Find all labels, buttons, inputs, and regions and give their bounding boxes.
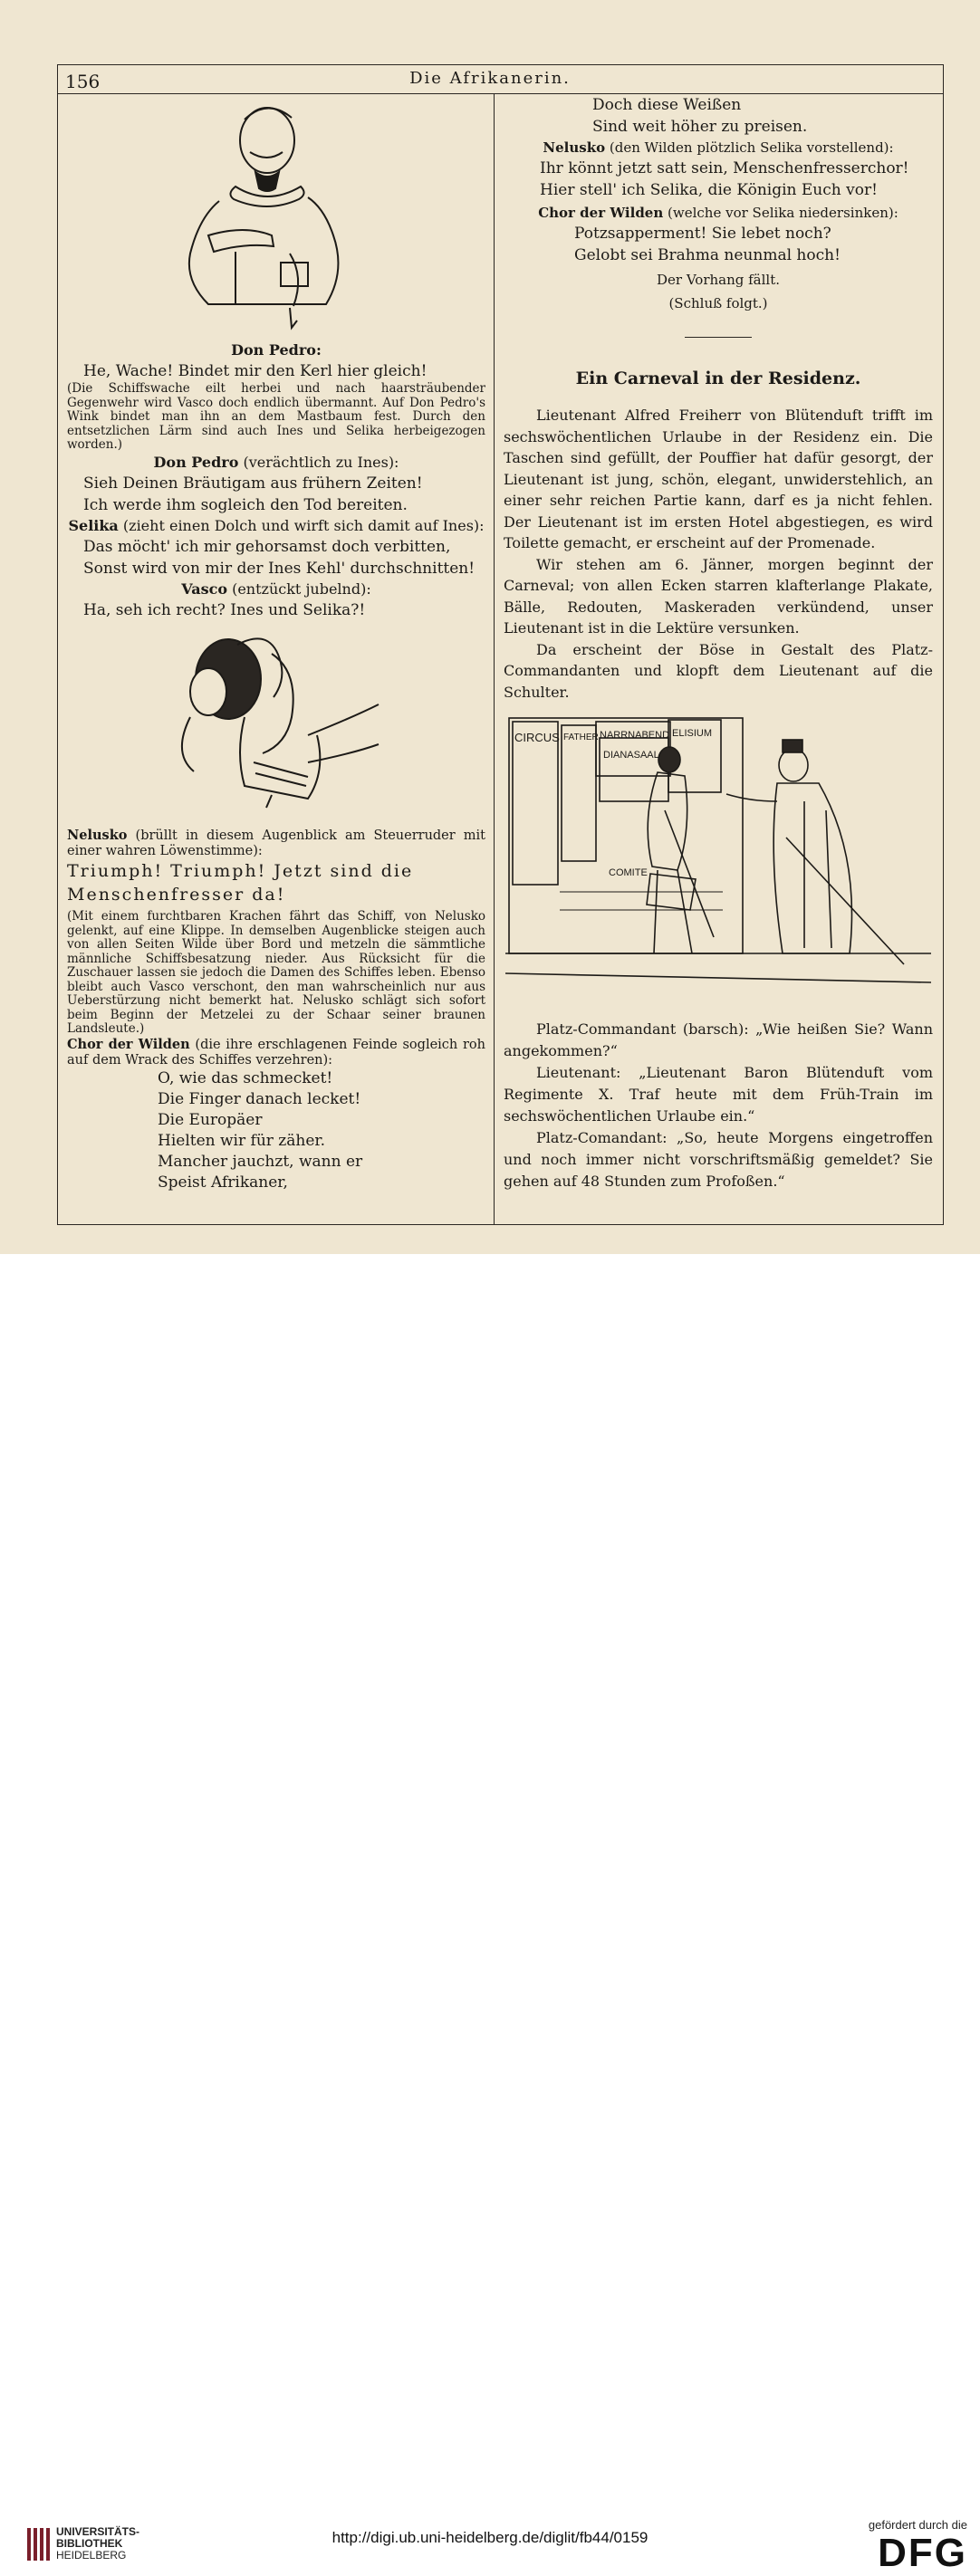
stage-direction-1: (Die Schiffswache eilt herbei und nach haarsträubender Gegenwehr wird Vasco doch endlich übermannt. Auf Don Pedro's Wink bindet man ihn an dem Mastbaum fest. Durch den entsetzlichen Lärm sind auch Ines und Selika herbeigezogen worden.) <box>67 381 485 452</box>
selika-speaker: Selika <box>68 516 119 534</box>
r-nelusko-cue <box>504 138 933 158</box>
chor-verse: Speist Afrikaner, <box>158 1173 288 1192</box>
poster-comite: COMITE <box>609 867 648 878</box>
selika-direction: (zieht einen Dolch und wirft sich damit auf Ines): <box>122 516 485 534</box>
poster-father: FATHER <box>563 733 599 742</box>
pedro2-verse-2: Ich werde ihm sogleich den Tod bereiten. <box>83 495 408 514</box>
pedro-speaker: Don Pedro: <box>231 341 322 359</box>
stage-direction-2: (Mit einem furchtbaren Krachen fährt das Schiff, von Nelusko gelenkt, auf eine Klippe. In demselben Augenblicke steigen auch von allen Seiten Wilde über Bord und metzeln die sämmtliche männliche Schiffsbesatzung nieder. Aus Rücksicht für die Zuschauer lassen sie jedoch die Damen des Schiffes leben. Ebenso bleibt auch Vasco verschont, den man wahrscheinlich nur aus Ueberstürzung nicht bemerkt hat. Nelusko schlägt sich sofort beim Beginn der Metzelei zu der Schaar seiner braunen Landsleute.) <box>67 909 485 1036</box>
chor-cue <box>67 1037 485 1068</box>
r-chor-verse-1: Potzsapperment! Sie lebet noch? <box>574 225 831 243</box>
chor-speaker: Chor der Wilden <box>67 1036 190 1052</box>
scanned-page <box>0 0 980 1254</box>
r-nelusko-verse-1: Ihr könnt jetzt satt sein, Menschenfresserchor! <box>540 159 909 177</box>
column-rule <box>494 94 495 1224</box>
to-be-continued: (Schluß folgt.) <box>668 295 768 311</box>
carnival-poster-illustration <box>505 711 931 991</box>
selika-verse-2: Sonst wird von mir der Ines Kehl' durchschnitten! <box>83 559 476 578</box>
library-line-1: UNIVERSITÄTS- <box>56 2525 140 2538</box>
curtain-falls: Der Vorhang fällt. <box>656 272 781 288</box>
nelusko-verse: Triumph! Triumph! Jetzt sind die Menschenfresser da! <box>67 861 414 905</box>
chor-verse: Die Europäer <box>158 1110 263 1129</box>
article-paragraph-3: Da erscheint der Böse in Gestalt des Platz-Commandanten und klopft dem Lieutenant auf die Schulter. <box>504 640 933 701</box>
poster-circus: CIRCUS <box>514 731 560 744</box>
article-title: Ein Carneval in der Residenz. <box>575 369 861 388</box>
vasco-cue <box>67 579 485 599</box>
pedro2-cue <box>67 453 485 473</box>
pedro2-speaker: Don Pedro <box>153 453 239 471</box>
selika-cue <box>67 516 485 536</box>
r-nelusko-verse-2: Hier stell' ich Selika, die Königin Euch vor! <box>540 181 878 199</box>
r-chor-verse-2: Gelobt sei Brahma neunmal hoch! <box>574 246 841 264</box>
r-nelusko-speaker: Nelusko <box>543 139 606 156</box>
poster-narrnabend: NARRNABEND <box>600 730 670 741</box>
pedro-line: He, Wache! Bindet mir den Kerl hier gleich! <box>83 362 428 380</box>
selika-verse-1: Das möcht' ich mir gehorsamst doch verbitten, <box>83 537 451 556</box>
nelusko-speaker: Nelusko <box>67 828 128 843</box>
pedro2-direction: (verächtlich zu Ines): <box>243 453 399 471</box>
chor-verse: Hielten wir für zäher. <box>158 1131 326 1150</box>
poster-elisium: ELISIUM <box>672 728 713 739</box>
chor-verses <box>67 1068 485 1193</box>
vasco-verse-1: Ha, seh ich recht? Ines und Selika?! <box>83 600 366 619</box>
nelusko-cue <box>67 828 485 859</box>
nelusko-direction: (brüllt in diesem Augenblick am Steuerruder mit einer wahren Löwenstimme): <box>67 828 486 858</box>
top-verses <box>504 94 933 138</box>
top-verse: Doch diese Weißen <box>592 96 742 114</box>
don-pedro-illustration <box>172 100 362 335</box>
article-paragraph-2: Wir stehen am 6. Jänner, morgen beginnt der Carneval; von allen Ecken starren klafterlange Plakate, Bälle, Redouten, Maskeraden verkündend, unser Lieutenant ist in die Lektüre versunken. <box>504 555 933 637</box>
nelusko-illustration <box>172 618 380 812</box>
dialogue-lieutenant: Lieutenant: „Lieutenant Baron Blütenduft vom Regimente X. Traf heute mit dem Früh-Train im sechswöchentlichen Urlaube ein.“ <box>504 1064 933 1125</box>
page-number: 156 <box>65 71 101 92</box>
dialogue-commandant-1: Platz-Commandant (barsch): „Wie heißen Sie? Wann angekommen?“ <box>504 1020 933 1059</box>
poster-dianasaal: DIANASAAL <box>603 750 659 761</box>
r-chor-cue <box>504 203 933 223</box>
footer <box>0 1254 980 2575</box>
r-chor-direction: (welche vor Selika niedersinken): <box>668 205 898 221</box>
library-line-3: HEIDELBERG <box>56 2549 127 2562</box>
funded-by-label: gefördert durch die <box>868 2518 967 2532</box>
pedro2-verse-1: Sieh Deinen Bräutigam aus frühern Zeiten! <box>83 474 423 493</box>
r-nelusko-direction: (den Wilden plötzlich Selika vorstellend): <box>609 139 894 156</box>
chor-verse: Die Finger danach lecket! <box>158 1089 361 1108</box>
chor-verse: O, wie das schmecket! <box>158 1068 333 1087</box>
vasco-speaker: Vasco <box>181 579 227 598</box>
article-paragraph-1: Lieutenant Alfred Freiherr von Blütenduft trifft im sechswöchentlichen Urlaube in der Residenz ein. Die Taschen sind gefüllt, der Pouffier hat dafür gesorgt, der Lieutenant ist jung, schön, elegant, unwiderstehlich, an einer sehr reichen Partie kann, darf es ja nicht fehlen. Der Lieutenant ist im ersten Hotel abgestiegen, es wird Toilette gemacht, er erscheint auf der Promenade. <box>504 407 933 551</box>
library-line-2: BIBLIOTHEK <box>56 2537 123 2550</box>
chor-direction: (die ihre erschlagenen Feinde sogleich roh auf dem Wrack des Schiffes verzehren): <box>67 1037 485 1068</box>
permalink-url[interactable]: http://digi.ub.uni-heidelberg.de/diglit/fb44/0159 <box>331 2529 649 2546</box>
chor-verse: Mancher jauchzt, wann er <box>158 1152 363 1171</box>
top-verse: Sind weit höher zu preisen. <box>592 118 808 136</box>
dfg-logo: DFG <box>878 2531 967 2575</box>
r-chor-speaker: Chor der Wilden <box>538 205 664 221</box>
running-head: Die Afrikanerin. <box>409 69 571 88</box>
vasco-direction: (entzückt jubelnd): <box>232 579 371 598</box>
dialogue-commandant-2: Platz-Comandant: „So, heute Morgens eingetroffen und noch immer nicht vorschriftsmäßig gemeldet? Sie gehen auf 48 Stunden zum Profoßen.“ <box>504 1129 933 1190</box>
